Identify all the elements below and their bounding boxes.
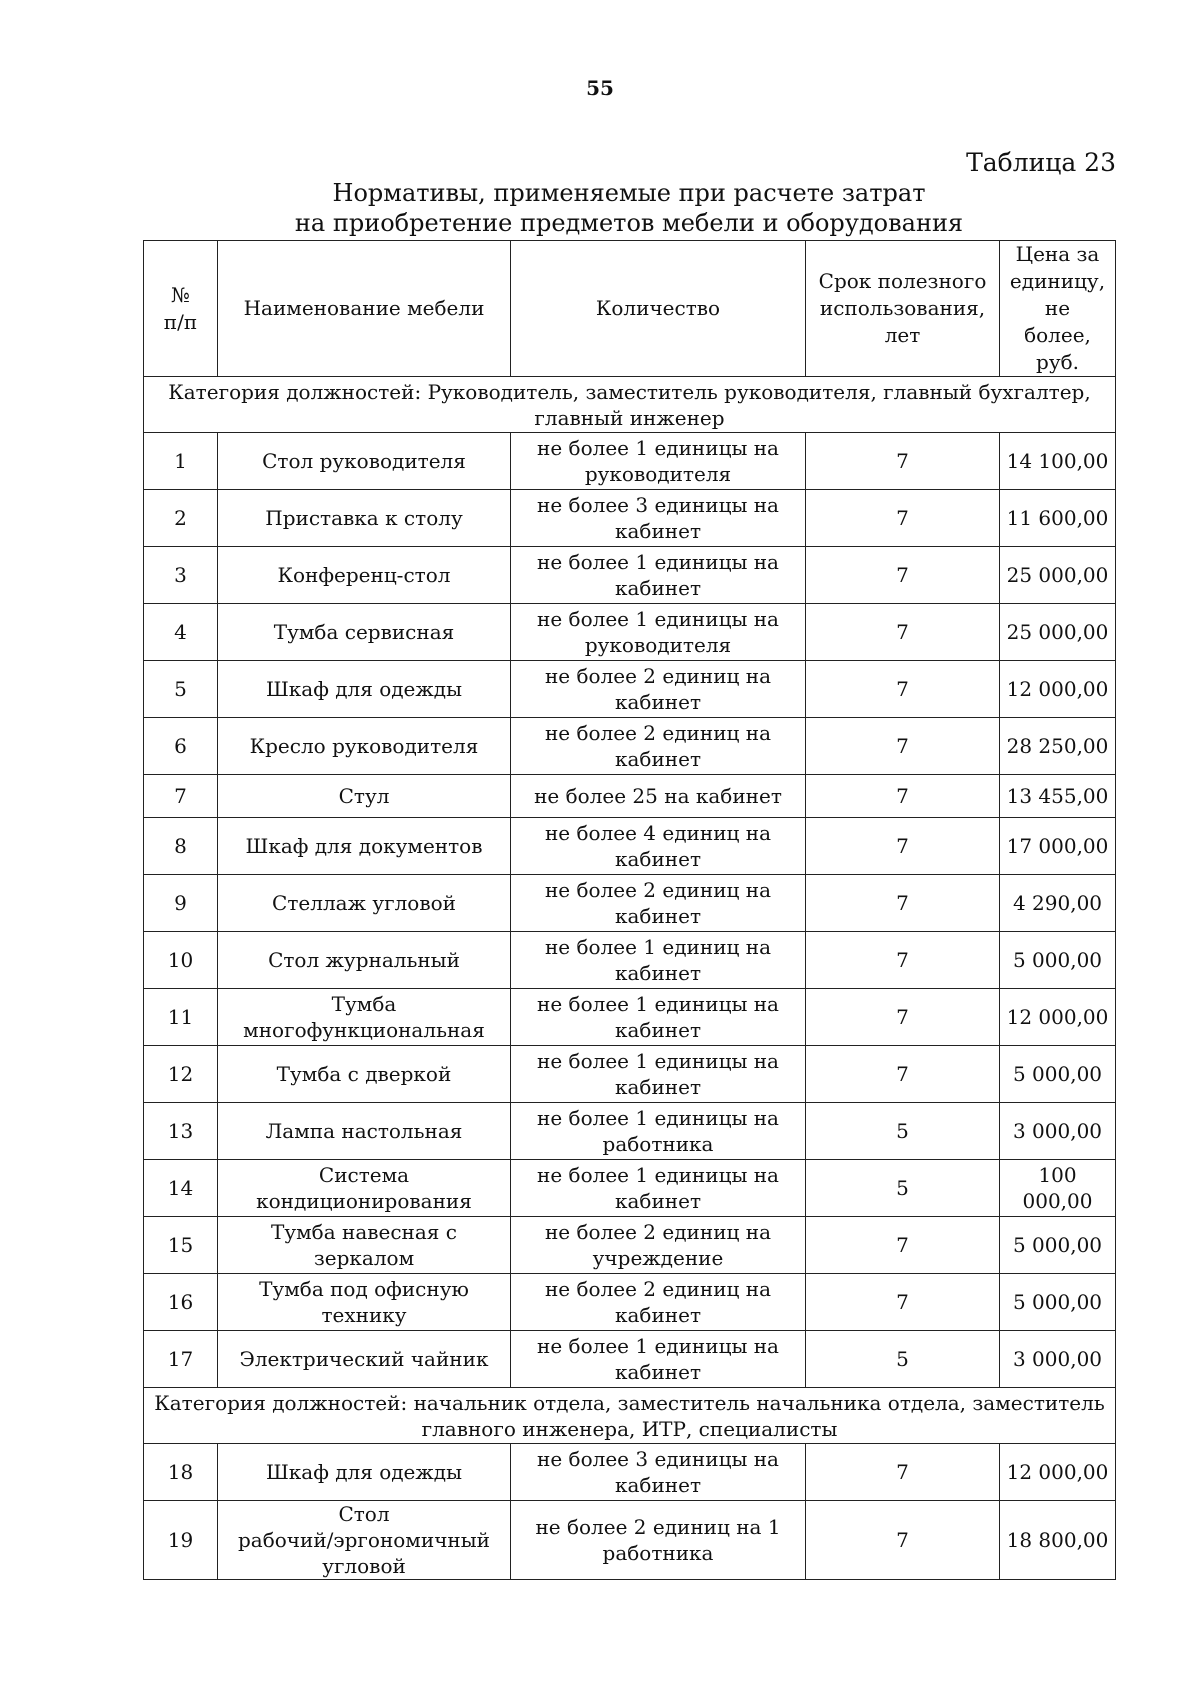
row-num: 18	[144, 1444, 218, 1501]
row-price: 25 000,00	[1000, 604, 1116, 661]
row-qty	[511, 661, 806, 718]
row-name-line: Тумба сервисная	[273, 620, 455, 644]
row-term: 7	[806, 1501, 1000, 1580]
table-body	[144, 377, 1116, 1580]
row-num: 3	[144, 547, 218, 604]
header-price-line: более, руб.	[1024, 323, 1091, 374]
row-qty	[511, 1501, 806, 1580]
table-row	[144, 718, 1116, 775]
row-name	[218, 718, 511, 775]
row-name-line: угловой	[322, 1554, 406, 1578]
table-row	[144, 604, 1116, 661]
row-price: 12 000,00	[1000, 989, 1116, 1046]
table-row	[144, 818, 1116, 875]
table-row	[144, 1274, 1116, 1331]
row-qty	[511, 818, 806, 875]
row-name-line: Шкаф для документов	[245, 834, 483, 858]
row-term: 7	[806, 1444, 1000, 1501]
row-name	[218, 1046, 511, 1103]
row-term: 5	[806, 1103, 1000, 1160]
row-name	[218, 547, 511, 604]
row-qty-line: не более 1 единицы на	[537, 550, 779, 574]
row-num: 17	[144, 1331, 218, 1388]
row-qty-line: кабинет	[614, 961, 702, 985]
row-price: 25 000,00	[1000, 547, 1116, 604]
row-qty	[511, 932, 806, 989]
row-num: 10	[144, 932, 218, 989]
header-term-line: Срок полезного	[818, 269, 987, 293]
row-qty	[511, 1103, 806, 1160]
row-name	[218, 1160, 511, 1217]
row-term: 7	[806, 1217, 1000, 1274]
row-num: 9	[144, 875, 218, 932]
row-term: 7	[806, 661, 1000, 718]
row-qty-line: кабинет	[614, 747, 702, 771]
row-term: 7	[806, 490, 1000, 547]
row-term: 7	[806, 775, 1000, 818]
category-line: главный инженер	[534, 405, 725, 430]
row-price: 3 000,00	[1000, 1331, 1116, 1388]
row-term: 7	[806, 989, 1000, 1046]
row-num: 12	[144, 1046, 218, 1103]
row-qty-line: кабинет	[614, 904, 702, 928]
row-qty-line: кабинет	[614, 690, 702, 714]
row-name	[218, 661, 511, 718]
row-qty	[511, 1331, 806, 1388]
header-name: Наименование мебели	[218, 241, 511, 377]
row-qty	[511, 1274, 806, 1331]
header-price-line: единицу, не	[1009, 269, 1106, 320]
row-qty-line: кабинет	[614, 1189, 702, 1213]
row-num: 1	[144, 433, 218, 490]
row-price: 5 000,00	[1000, 932, 1116, 989]
row-term: 7	[806, 1046, 1000, 1103]
row-name-line: технику	[321, 1303, 407, 1327]
header-term-line: использования,	[819, 296, 986, 320]
category-cell	[144, 377, 1116, 433]
row-name-line: Стол журнальный	[268, 948, 460, 972]
row-qty-line: кабинет	[614, 1018, 702, 1042]
row-term: 7	[806, 932, 1000, 989]
row-qty	[511, 547, 806, 604]
header-num-line: №	[171, 282, 190, 307]
row-term: 7	[806, 718, 1000, 775]
row-qty-line: не более 25 на кабинет	[534, 784, 782, 808]
table-row	[144, 1501, 1116, 1580]
row-price: 5 000,00	[1000, 1046, 1116, 1103]
table-row	[144, 433, 1116, 490]
row-name-line: Тумба навесная с	[271, 1220, 457, 1244]
table-row	[144, 1160, 1116, 1217]
row-name	[218, 989, 511, 1046]
row-qty-line: учреждение	[592, 1246, 724, 1270]
row-qty-line: кабинет	[614, 847, 702, 871]
row-price: 5 000,00	[1000, 1217, 1116, 1274]
row-num: 16	[144, 1274, 218, 1331]
row-num: 14	[144, 1160, 218, 1217]
row-name	[218, 433, 511, 490]
row-num: 6	[144, 718, 218, 775]
row-name-line: Приставка к столу	[265, 506, 463, 530]
row-price: 13 455,00	[1000, 775, 1116, 818]
page-number: 55	[586, 76, 614, 100]
row-price: 18 800,00	[1000, 1501, 1116, 1580]
header-term-line: лет	[884, 323, 921, 347]
row-qty-line: работника	[602, 1132, 714, 1156]
row-name	[218, 818, 511, 875]
row-qty-line: не более 2 единиц на	[544, 1277, 772, 1301]
row-num: 2	[144, 490, 218, 547]
row-qty-line: не более 1 единицы на	[537, 1049, 779, 1073]
row-num: 15	[144, 1217, 218, 1274]
row-name	[218, 1501, 511, 1580]
category-line: Категория должностей: Руководитель, заместитель руководителя, главный бухгалтер,	[168, 379, 1091, 404]
row-name	[218, 875, 511, 932]
row-price: 12 000,00	[1000, 661, 1116, 718]
row-term: 7	[806, 1274, 1000, 1331]
table-row	[144, 1103, 1116, 1160]
header-row	[144, 241, 1116, 377]
row-price: 5 000,00	[1000, 1274, 1116, 1331]
row-num: 19	[144, 1501, 218, 1580]
table-title-line: Нормативы, применяемые при расчете затрат	[332, 179, 926, 207]
row-qty	[511, 1217, 806, 1274]
row-qty	[511, 989, 806, 1046]
row-qty-line: не более 2 единиц на 1	[535, 1515, 781, 1539]
table-title-line: на приобретение предметов мебели и оборудования	[294, 209, 964, 237]
row-qty	[511, 433, 806, 490]
row-qty	[511, 604, 806, 661]
row-qty	[511, 1160, 806, 1217]
row-name-line: Стол руководителя	[262, 449, 466, 473]
row-qty-line: не более 1 единиц на	[544, 935, 772, 959]
row-qty	[511, 718, 806, 775]
row-name	[218, 604, 511, 661]
row-name	[218, 1331, 511, 1388]
row-qty-line: кабинет	[614, 1075, 702, 1099]
row-qty-line: не более 2 единиц на	[544, 1220, 772, 1244]
header-num-line: п/п	[163, 309, 198, 334]
table-row	[144, 1046, 1116, 1103]
row-name	[218, 775, 511, 818]
row-name	[218, 1103, 511, 1160]
row-price: 100 000,00	[1000, 1160, 1116, 1217]
row-name	[218, 1217, 511, 1274]
row-name-line: зеркалом	[313, 1246, 415, 1270]
row-name	[218, 932, 511, 989]
header-qty: Количество	[511, 241, 806, 377]
row-price: 28 250,00	[1000, 718, 1116, 775]
row-num: 13	[144, 1103, 218, 1160]
row-qty-line: не более 3 единицы на	[537, 1447, 779, 1471]
row-term: 5	[806, 1331, 1000, 1388]
row-price: 14 100,00	[1000, 433, 1116, 490]
row-term: 7	[806, 547, 1000, 604]
row-qty-line: кабинет	[614, 1473, 702, 1497]
row-qty-line: кабинет	[614, 1360, 702, 1384]
row-qty-line: кабинет	[614, 1303, 702, 1327]
row-qty	[511, 490, 806, 547]
row-qty-line: не более 1 единицы на	[537, 1163, 779, 1187]
row-qty-line: руководителя	[584, 633, 732, 657]
row-name	[218, 1274, 511, 1331]
category-line: Категория должностей: начальник отдела, заместитель начальника отдела, заместитель	[154, 1390, 1105, 1415]
row-name-line: Тумба с дверкой	[276, 1062, 452, 1086]
row-name-line: Шкаф для одежды	[265, 1460, 463, 1484]
table-row	[144, 661, 1116, 718]
row-qty-line: кабинет	[614, 576, 702, 600]
row-name	[218, 1444, 511, 1501]
table-row	[144, 490, 1116, 547]
row-name-line: Кресло руководителя	[249, 734, 479, 758]
table-title	[143, 178, 1115, 238]
row-qty-line: работника	[602, 1541, 714, 1565]
category-row	[144, 1388, 1116, 1444]
row-term: 7	[806, 604, 1000, 661]
row-qty-line: не более 1 единицы на	[537, 436, 779, 460]
row-qty-line: кабинет	[614, 519, 702, 543]
row-qty	[511, 775, 806, 818]
row-name-line: кондиционирования	[256, 1189, 472, 1213]
category-line: главного инженера, ИТР, специалисты	[421, 1416, 838, 1441]
table-row	[144, 1444, 1116, 1501]
row-price: 12 000,00	[1000, 1444, 1116, 1501]
row-term: 7	[806, 433, 1000, 490]
row-term: 7	[806, 875, 1000, 932]
table-row	[144, 989, 1116, 1046]
row-qty-line: не более 1 единицы на	[537, 992, 779, 1016]
row-term: 5	[806, 1160, 1000, 1217]
header-price-line: Цена за	[1015, 242, 1100, 266]
row-qty-line: не более 3 единицы на	[537, 493, 779, 517]
category-cell	[144, 1388, 1116, 1444]
row-name-line: Конференц-стол	[277, 563, 451, 587]
row-qty	[511, 1046, 806, 1103]
row-name-line: Стул	[338, 784, 390, 808]
row-num: 5	[144, 661, 218, 718]
row-name-line: Стеллаж угловой	[272, 891, 456, 915]
row-qty-line: не более 1 единицы на	[537, 607, 779, 631]
header-price	[1000, 241, 1116, 377]
row-num: 8	[144, 818, 218, 875]
table-row	[144, 1217, 1116, 1274]
row-qty-line: не более 2 единиц на	[544, 878, 772, 902]
row-name-line: Тумба	[331, 992, 397, 1016]
row-name-line: Электрический чайник	[239, 1347, 489, 1371]
row-num: 4	[144, 604, 218, 661]
row-num: 7	[144, 775, 218, 818]
row-name-line: Система	[318, 1163, 410, 1187]
table-row	[144, 1331, 1116, 1388]
table-row	[144, 547, 1116, 604]
row-price: 17 000,00	[1000, 818, 1116, 875]
row-term: 7	[806, 818, 1000, 875]
row-price: 3 000,00	[1000, 1103, 1116, 1160]
table-row	[144, 932, 1116, 989]
row-name-line: Лампа настольная	[265, 1119, 463, 1143]
row-qty-line: руководителя	[584, 462, 732, 486]
row-qty-line: не более 2 единиц на	[544, 721, 772, 745]
row-name-line: многофункциональная	[243, 1018, 485, 1042]
table-row	[144, 875, 1116, 932]
row-name-line: Стол	[338, 1502, 390, 1526]
table-row	[144, 775, 1116, 818]
row-name-line: рабочий/эргономичный	[237, 1528, 490, 1552]
row-qty	[511, 1444, 806, 1501]
table-label: Таблица 23	[966, 148, 1116, 177]
row-qty-line: не более 1 единицы на	[537, 1106, 779, 1130]
norms-table	[143, 240, 1116, 1580]
header-term	[806, 241, 1000, 377]
row-name	[218, 490, 511, 547]
row-qty-line: не более 4 единиц на	[544, 821, 772, 845]
row-price: 4 290,00	[1000, 875, 1116, 932]
row-num: 11	[144, 989, 218, 1046]
row-name-line: Шкаф для одежды	[265, 677, 463, 701]
category-row	[144, 377, 1116, 433]
row-price: 11 600,00	[1000, 490, 1116, 547]
row-qty-line: не более 2 единиц на	[544, 664, 772, 688]
row-name-line: Тумба под офисную	[259, 1277, 469, 1301]
header-num	[144, 241, 218, 377]
row-qty-line: не более 1 единицы на	[537, 1334, 779, 1358]
row-qty	[511, 875, 806, 932]
